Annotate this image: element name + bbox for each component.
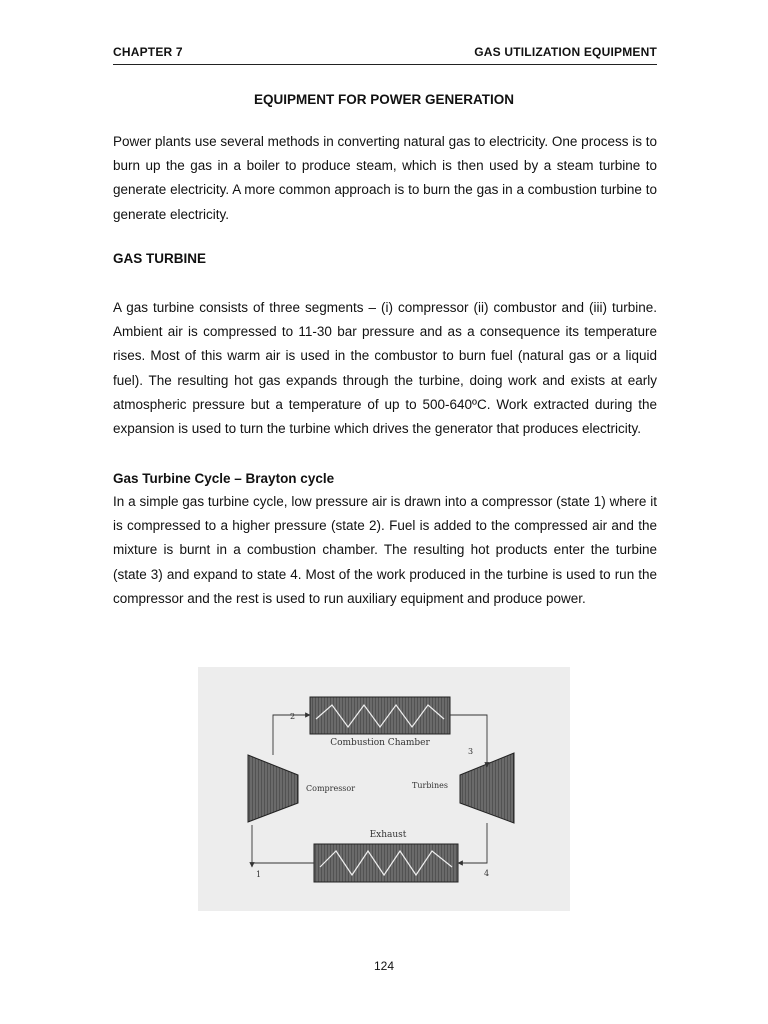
page-header [113, 44, 657, 65]
compressor-label: Compressor [306, 784, 356, 793]
gas-turbine-paragraph: A gas turbine consists of three segments – (i) compressor (ii) combustor and (iii) turbine. Ambient air is compressed to 11-30 bar pressure and as a consequence its temperature rises. Most of this warm air is used in the combustor to burn fuel (natural gas or a liquid fuel). The resulting hot gas expands through the turbine, doing work and exists at early atmospheric pressure but a temperature of up to 500-640ºC. Work extracted during the expansion is used to turn the turbine which drives the generator that produces electricity. [113, 300, 657, 437]
exhaust-box [314, 844, 458, 882]
brayton-cycle-paragraph: In a simple gas turbine cycle, low pressure air is drawn into a compressor (state 1) where it is compressed to a higher pressure (state 2). Fuel is added to the compressed air and the mixture is burnt in a combustion chamber. The resulting hot products enter the turbine (state 3) and expand to state 4. Most of the work produced in the turbine is used to run the compressor and the rest is used to run auxiliary equipment and produce power. [113, 494, 657, 606]
state-3-label: 3 [468, 747, 474, 756]
chapter-label: CHAPTER 7 [113, 45, 183, 59]
gas-turbine-heading: GAS TURBINE [113, 251, 207, 266]
exhaust-label: Exhaust [369, 830, 407, 840]
combustion-chamber-box [310, 697, 450, 734]
state-1-label: 1 [256, 870, 262, 879]
compressor-shape [248, 755, 298, 822]
brayton-cycle-diagram [198, 667, 570, 911]
flow-line-1 [252, 825, 314, 863]
flow-line-3 [450, 715, 487, 767]
flow-line-4 [458, 823, 487, 863]
page-number: 124 [373, 959, 395, 973]
page-title: EQUIPMENT FOR POWER GENERATION [253, 92, 514, 107]
intro-paragraph: Power plants use several methods in converting natural gas to electricity. One process is to burn up the gas in a boiler to produce steam, which is then used by a steam turbine to generate electricity. A more common approach is to burn the gas in a combustion turbine to generate electricity. [113, 134, 657, 222]
state-4-label: 4 [484, 869, 490, 878]
turbines-label: Turbines [412, 781, 448, 790]
brayton-cycle-heading: Gas Turbine Cycle – Brayton cycle [113, 471, 335, 486]
section-label: GAS UTILIZATION EQUIPMENT [474, 45, 657, 59]
state-2-label: 2 [290, 712, 296, 721]
flow-line-2 [273, 715, 310, 755]
combustion-chamber-label: Combustion Chamber [330, 738, 430, 748]
